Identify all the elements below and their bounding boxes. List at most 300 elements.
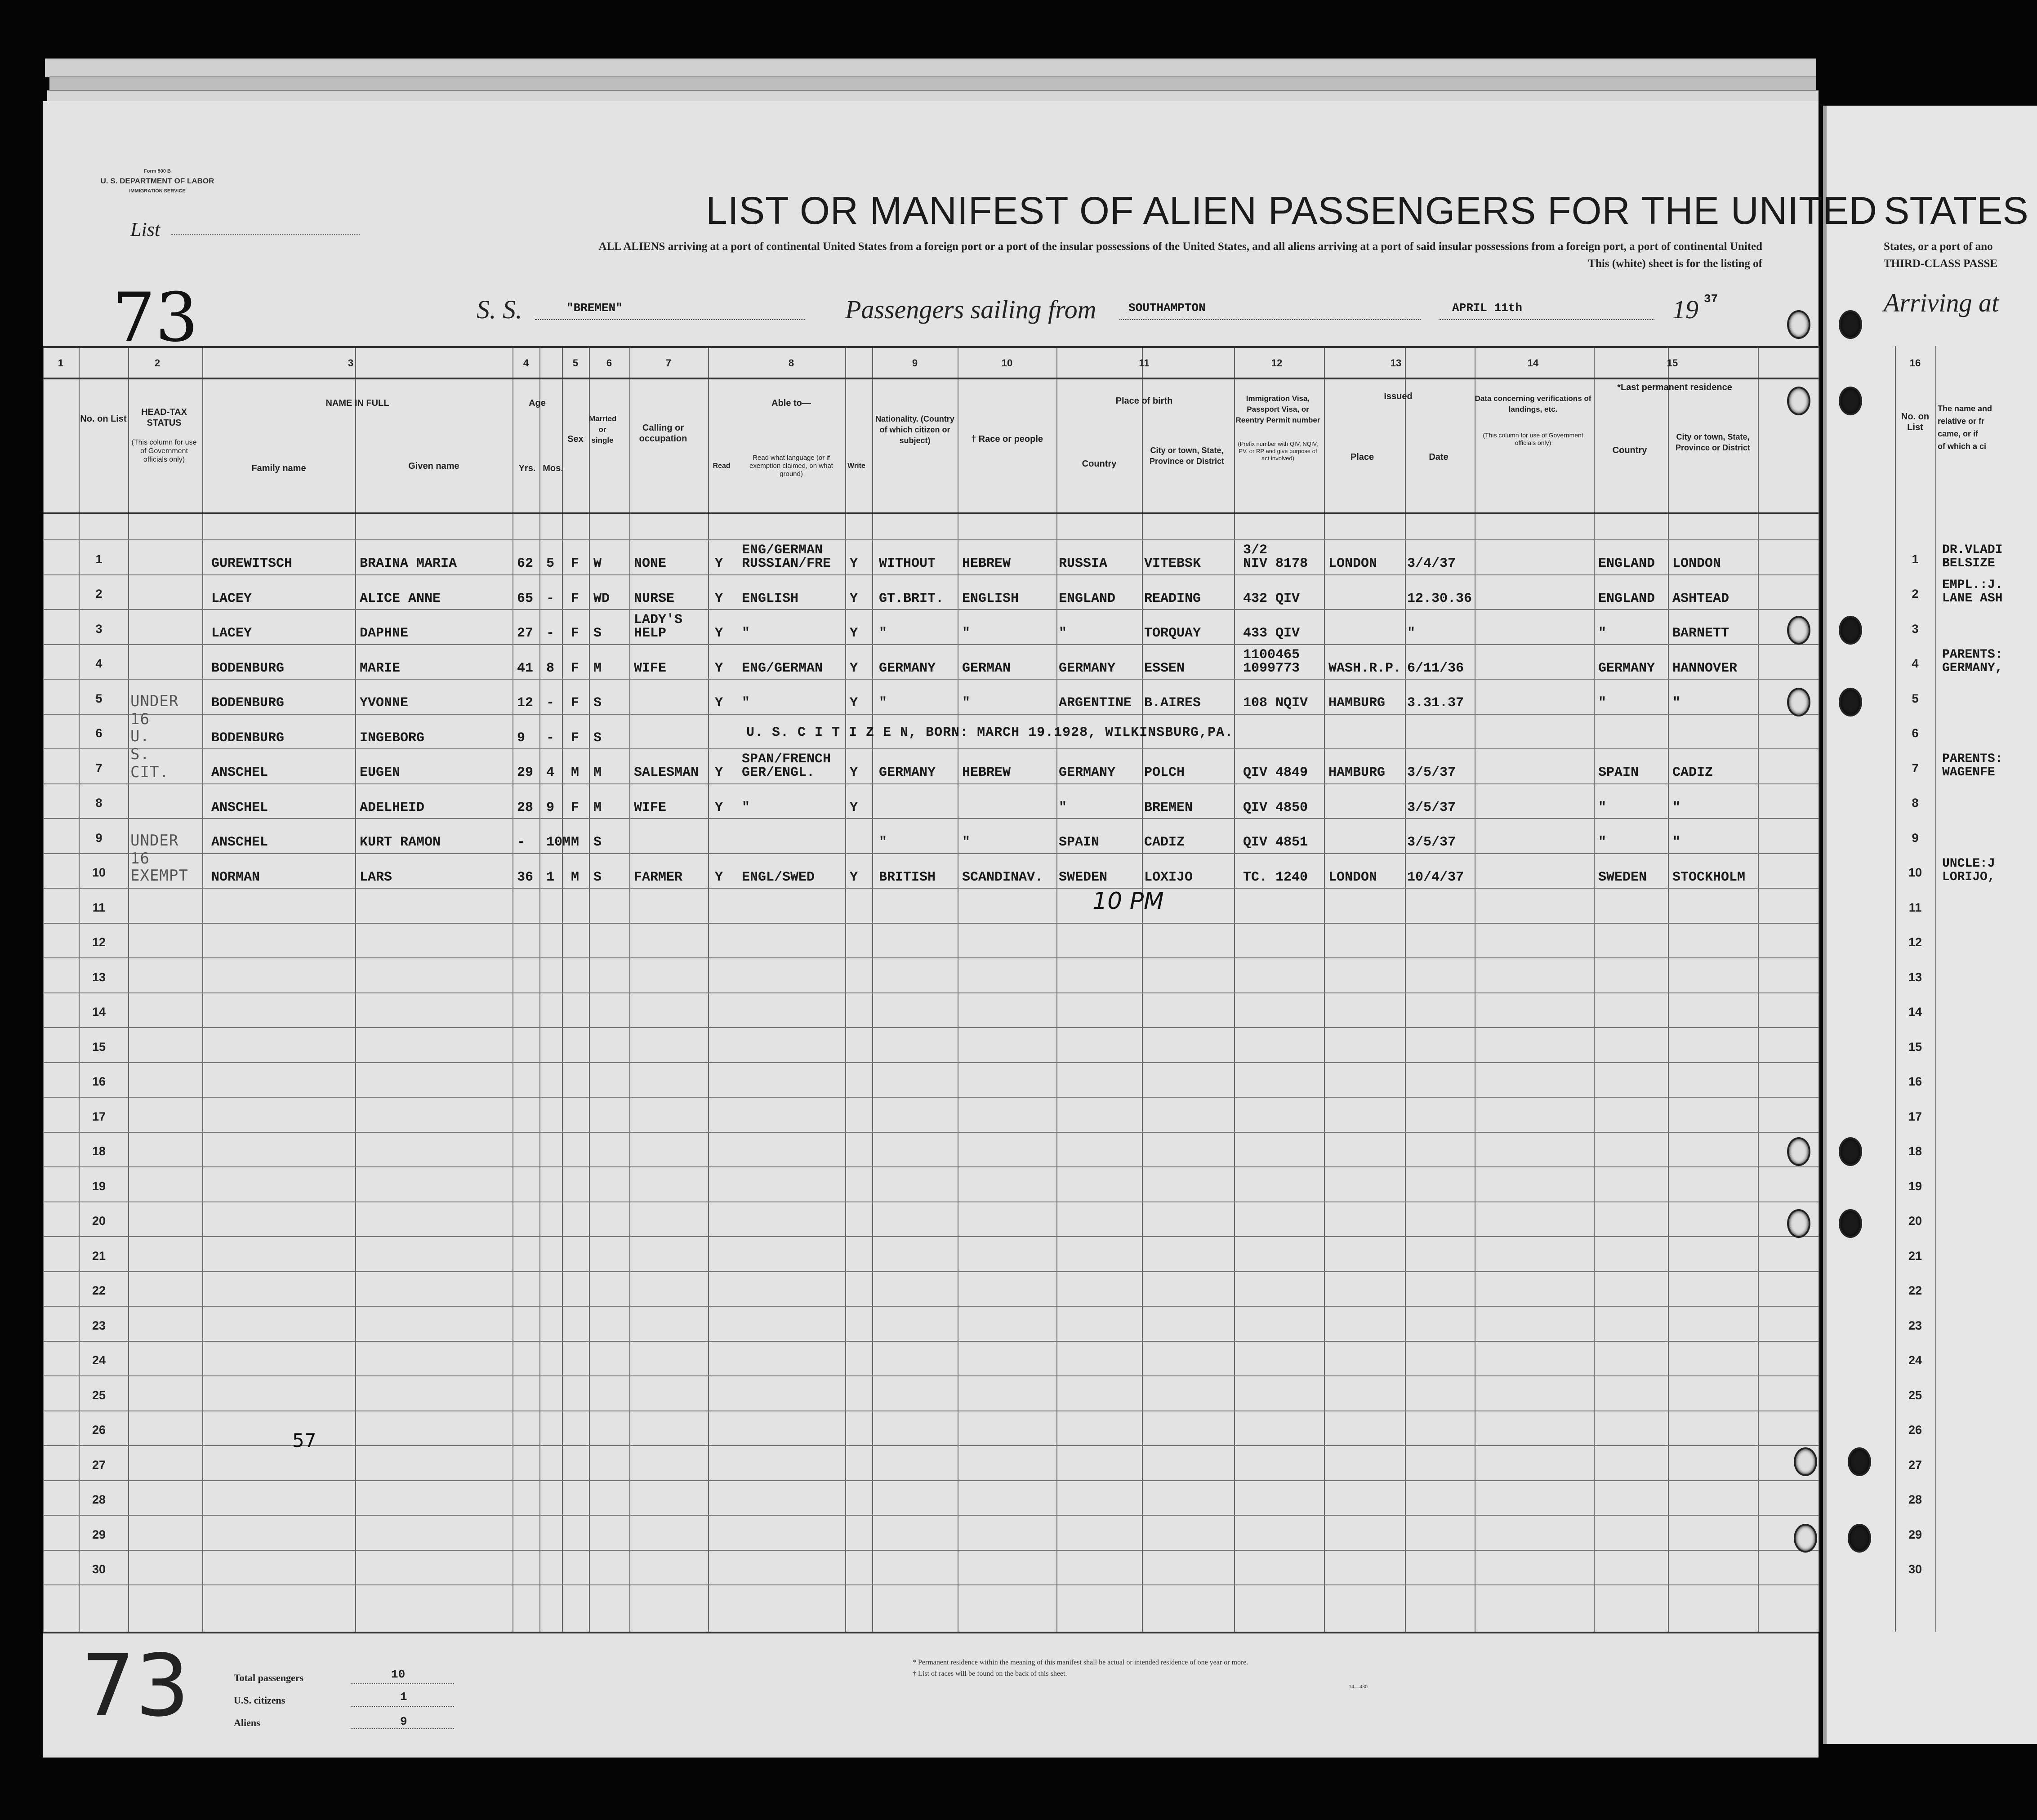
row-number-right: 10 — [1908, 866, 1922, 879]
handwritten-list-number: 73 — [112, 279, 198, 357]
cell-family: LACEY — [211, 591, 252, 606]
handwritten-count: 57 — [292, 1429, 316, 1451]
row-number-right: 25 — [1908, 1388, 1922, 1402]
row-number-right: 19 — [1908, 1179, 1922, 1193]
punch-hole — [1787, 616, 1810, 645]
cell-sex: F — [571, 800, 579, 815]
row-number-right: 27 — [1908, 1458, 1922, 1472]
cell-mos: 9 — [546, 800, 555, 815]
aliens-line — [351, 1728, 454, 1729]
ship-line — [535, 319, 805, 320]
arriving-label: Arriving at — [1884, 288, 1999, 317]
grid-vertical-line — [43, 346, 44, 1632]
column-number: 1 — [58, 357, 64, 369]
grid-header-line — [43, 512, 1819, 514]
citizens-line — [351, 1706, 454, 1707]
cell-race: " — [962, 835, 971, 850]
row-number: 12 — [92, 935, 106, 949]
column-number: 8 — [788, 357, 794, 369]
row-number-right: 16 — [1908, 1075, 1922, 1088]
cell-visa: QIV 4849 — [1243, 765, 1308, 780]
cell-write: Y — [850, 870, 858, 885]
cell-given: ALICE ANNE — [360, 591, 441, 606]
punch-hole — [1839, 1209, 1862, 1238]
cell-yrs: - — [517, 835, 526, 850]
intro-right-2: THIRD-CLASS PASSE — [1884, 258, 1998, 270]
cell-mos: - — [546, 695, 555, 711]
cell-ms: S — [593, 870, 602, 885]
row-number-right: 17 — [1908, 1110, 1922, 1123]
grid-row-line — [43, 1201, 1819, 1202]
grid-row-line — [43, 1166, 1819, 1167]
cell-lang: " — [742, 626, 750, 641]
list-blank-line — [171, 234, 360, 235]
cell-mos: 10M — [546, 835, 571, 850]
cell-bcountry: GERMANY — [1059, 661, 1116, 676]
grid-row-line — [43, 818, 1819, 819]
port-line — [1119, 319, 1421, 320]
grid-vertical-line — [629, 346, 630, 1632]
cell-occ: WIFE — [634, 661, 667, 676]
cell-bcity: TORQUAY — [1144, 626, 1201, 641]
cell-bcity: READING — [1144, 591, 1201, 606]
cell-visa: QIV 4850 — [1243, 800, 1308, 815]
cell-mos: - — [546, 626, 555, 641]
cell-family: BODENBURG — [211, 730, 285, 746]
row-number: 22 — [92, 1284, 106, 1297]
row-number: 25 — [92, 1388, 106, 1402]
column-number: 6 — [606, 357, 612, 369]
cell-ms: S — [593, 626, 602, 641]
cell-date: 6/11/36 — [1407, 661, 1464, 676]
total-passengers-label: Total passengers — [234, 1672, 304, 1683]
aliens-value: 9 — [400, 1715, 407, 1728]
head-tax-stamp: U. S. CIT. — [130, 727, 169, 781]
cell-rcity: " — [1672, 800, 1681, 815]
header-race: † Race or people — [971, 434, 1043, 444]
punch-hole — [1848, 1447, 1871, 1476]
grid-row-line — [43, 644, 1819, 645]
row-number-right: 21 — [1908, 1249, 1922, 1263]
row-number: 29 — [92, 1528, 106, 1541]
row-number: 15 — [92, 1040, 106, 1054]
grid-row-line — [43, 923, 1819, 924]
cell-rcity: " — [1672, 835, 1681, 850]
row-number: 28 — [92, 1493, 106, 1506]
cell-sex: F — [571, 695, 579, 711]
grid-header-line — [43, 346, 1819, 348]
manifest-title: LIST OR MANIFEST OF ALIEN PASSENGERS FOR THE UNITED — [706, 189, 1878, 232]
header-verifications-note: (This column for use of Government officials only) — [1483, 432, 1583, 446]
cell-citizen-note: U. S. C I T I Z E N, BORN: MARCH 19.1928, WILKINSBURG,PA. — [746, 725, 1234, 740]
cell-place: LONDON — [1328, 870, 1377, 885]
cell-given: ADELHEID — [360, 800, 425, 815]
cell-race: HEBREW — [962, 556, 1011, 571]
cell-rcountry: SPAIN — [1598, 765, 1639, 780]
cell-lang2: RUSSIAN/FRE — [742, 556, 831, 571]
grid-row-line — [43, 1132, 1819, 1133]
grid-row-line — [43, 1550, 1819, 1551]
header-mos: Mos. — [543, 463, 563, 473]
cell-rcountry: " — [1598, 800, 1607, 815]
column-number: 4 — [523, 357, 529, 369]
cell-lang: " — [742, 800, 750, 815]
row-number-right: 3 — [1912, 622, 1919, 636]
cell-visa: 433 QIV — [1243, 626, 1300, 641]
row-number-right: 4 — [1912, 657, 1919, 670]
cell-read: Y — [715, 556, 723, 571]
cell-yrs: 36 — [517, 870, 534, 885]
grid-vertical-line — [562, 346, 563, 1632]
row-number-right: 24 — [1908, 1353, 1922, 1367]
cell-ms: S — [593, 835, 602, 850]
column-number: 13 — [1390, 357, 1402, 369]
aliens-label: Aliens — [234, 1717, 260, 1728]
cell-visa: QIV 4851 — [1243, 835, 1308, 850]
sailing-label: Passengers sailing from — [845, 295, 1097, 324]
cell-race: " — [962, 695, 971, 711]
punch-hole — [1839, 310, 1862, 339]
header-relative-3: came, or if — [1938, 429, 1979, 438]
cell-date: 3/5/37 — [1407, 765, 1456, 780]
cell-place: WASH.R.P. — [1328, 661, 1402, 676]
cell-given: INGEBORG — [360, 730, 425, 746]
grid-vertical-line — [355, 346, 356, 1632]
cell-sex: F — [571, 591, 579, 606]
cell-rcountry: " — [1598, 626, 1607, 641]
cell-place: LONDON — [1328, 556, 1377, 571]
header-able-to: Able to— — [771, 398, 811, 408]
cell-given: KURT RAMON — [360, 835, 441, 850]
cell-ms: M — [593, 800, 602, 815]
grid-vertical-line — [589, 346, 590, 1632]
cell-sex: F — [571, 626, 579, 641]
ship-name: "BREMEN" — [566, 301, 623, 315]
row-number: 3 — [95, 622, 103, 636]
head-tax-stamp: UNDER 16 — [130, 692, 179, 728]
cell-bcity: CADIZ — [1144, 835, 1185, 850]
date-line — [1439, 319, 1654, 320]
cell-lang: " — [742, 695, 750, 711]
cell-visa2: NIV 8178 — [1243, 556, 1308, 571]
grid-row-line — [43, 853, 1819, 854]
handwritten-time-note: 10 PM — [1092, 888, 1164, 915]
cell-ms: M — [593, 765, 602, 780]
header-res-city: City or town, State, Province or District — [1675, 432, 1751, 452]
row-number-right: 30 — [1908, 1562, 1922, 1576]
row-number-right: 12 — [1908, 935, 1922, 949]
cell-nat: " — [879, 835, 887, 850]
cell-date: 3/4/37 — [1407, 556, 1456, 571]
head-tax-stamp: UNDER 16 — [130, 832, 179, 868]
row-number: 6 — [95, 726, 103, 740]
cell-rcity: ASHTEAD — [1672, 591, 1729, 606]
grid-header-line — [43, 378, 1819, 379]
cell-bcountry: SPAIN — [1059, 835, 1100, 850]
cell-visa: 3/2 — [1243, 543, 1268, 558]
grid-footer-line — [43, 1632, 1819, 1633]
cell-read: Y — [715, 800, 723, 815]
manifest-title-continued: STATES — [1884, 189, 2028, 232]
cell-bcity: LOXIJO — [1144, 870, 1193, 885]
cell-date: 12.30.36 — [1407, 591, 1472, 606]
row-number-right: 7 — [1912, 761, 1919, 775]
grid-row-line — [43, 1271, 1819, 1272]
row-number: 19 — [92, 1179, 106, 1193]
grid-vertical-line — [708, 346, 709, 1632]
row-number-right: 23 — [1908, 1319, 1922, 1332]
service-name: IMMIGRATION SERVICE — [129, 188, 186, 194]
cell-write: Y — [850, 695, 858, 711]
intro-text-right — [1884, 238, 2028, 272]
cell-read: Y — [715, 661, 723, 676]
cell-ms: WD — [593, 591, 610, 606]
header-last-residence: *Last permanent residence — [1617, 383, 1732, 392]
column-number: 2 — [154, 357, 160, 369]
cell-mos: 1 — [546, 870, 555, 885]
cell-bcountry: RUSSIA — [1059, 556, 1108, 571]
grid-row-line — [43, 1027, 1819, 1028]
punch-hole — [1787, 1137, 1810, 1166]
row-number: 27 — [92, 1458, 106, 1472]
row-number: 11 — [92, 901, 106, 914]
grid-vertical-line — [1056, 346, 1057, 1632]
cell-relative2: WAGENFE — [1942, 765, 1995, 779]
cell-visa: 108 NQIV — [1243, 695, 1308, 711]
header-issued-date: Date — [1429, 452, 1449, 462]
cell-mos: - — [546, 591, 555, 606]
row-number-right: 9 — [1912, 831, 1919, 845]
row-number: 14 — [92, 1005, 106, 1019]
header-read-language: Read what language (or if exemption claimed, on what ground) — [749, 454, 833, 478]
grid-row-line — [43, 1236, 1819, 1237]
us-citizens-value: 1 — [400, 1690, 407, 1704]
cell-rcity: STOCKHOLM — [1672, 870, 1746, 885]
cell-bcity: BREMEN — [1144, 800, 1193, 815]
cell-place: HAMBURG — [1328, 695, 1386, 711]
row-number: 13 — [92, 970, 106, 984]
row-number: 2 — [95, 587, 103, 601]
grid-row-line — [43, 1062, 1819, 1063]
cell-given: BRAINA MARIA — [360, 556, 457, 571]
cell-date: 3/5/37 — [1407, 835, 1456, 850]
ss-label: S. S. — [477, 295, 522, 324]
us-citizens-label: U.S. citizens — [234, 1695, 285, 1706]
cell-relative2: LORIJO, — [1942, 870, 1995, 884]
cell-family: NORMAN — [211, 870, 260, 885]
grid-vertical-line — [539, 346, 540, 1632]
cell-read: Y — [715, 626, 723, 641]
header-nationality: Nationality. (Country of which citizen or subject) — [875, 414, 954, 445]
cell-sex: F — [571, 556, 579, 571]
cell-race: GERMAN — [962, 661, 1011, 676]
grid-vertical-line — [1405, 346, 1406, 1632]
grid-row-line — [43, 1341, 1819, 1342]
cell-lang: ENGLISH — [742, 591, 799, 606]
cell-mos: - — [546, 730, 555, 746]
row-number: 10 — [92, 866, 106, 879]
grid-row-line — [43, 1097, 1819, 1098]
cell-occ: WIFE — [634, 800, 667, 815]
cell-bcity: B.AIRES — [1144, 695, 1201, 711]
column-number: 9 — [912, 357, 918, 369]
cell-relative: PARENTS: — [1942, 752, 2003, 766]
sailing-date: APRIL 11th — [1452, 301, 1523, 315]
total-passengers-value: 10 — [391, 1668, 406, 1681]
cell-write: Y — [850, 765, 858, 780]
print-code: 14—430 — [1349, 1683, 1368, 1690]
header-visa-note: (Prefix number with QIV, NQIV, PV, or RP and give purpose of act involved) — [1238, 441, 1318, 462]
grid-vertical-line — [1142, 346, 1143, 1632]
grid-row-line — [43, 714, 1819, 715]
punch-hole — [1787, 688, 1810, 716]
cell-mos: 5 — [546, 556, 555, 571]
grid-vertical-line — [1668, 346, 1669, 1632]
cell-race: ENGLISH — [962, 591, 1019, 606]
cell-ms: M — [593, 661, 602, 676]
cell-read: Y — [715, 765, 723, 780]
header-head-tax: HEAD-TAX STATUS — [141, 407, 187, 428]
cell-bcountry: SWEDEN — [1059, 870, 1108, 885]
cell-family: BODENBURG — [211, 695, 285, 711]
cell-nat: GT.BRIT. — [879, 591, 944, 606]
cell-rcountry: " — [1598, 695, 1607, 711]
grid-row-line — [43, 1584, 1819, 1585]
cell-nat: GERMANY — [879, 661, 936, 676]
cell-visa: 432 QIV — [1243, 591, 1300, 606]
cell-sex: M — [571, 835, 579, 850]
header-head-tax-note: (This column for use of Government officials only) — [131, 439, 197, 463]
cell-ms: W — [593, 556, 602, 571]
header-visa: Immigration Visa, Passport Visa, or Reentry Permit number — [1235, 394, 1320, 424]
row-number: 4 — [95, 657, 103, 670]
cell-nat: " — [879, 626, 887, 641]
cell-bcity: VITEBSK — [1144, 556, 1201, 571]
header-yrs: Yrs. — [518, 463, 536, 473]
grid-vertical-line — [845, 346, 846, 1632]
grid-vertical-line — [79, 346, 80, 1632]
row-number: 26 — [92, 1423, 106, 1437]
header-family-name: Family name — [251, 463, 306, 473]
grid-row-line — [43, 1375, 1819, 1376]
column-number: 7 — [665, 357, 672, 369]
header-calling: Calling or occupation — [639, 423, 687, 444]
header-birth-country: Country — [1082, 459, 1117, 469]
punch-hole — [1787, 1209, 1810, 1238]
cell-lang: SPAN/FRENCH — [742, 752, 831, 767]
header-read: Read — [713, 462, 731, 470]
punch-hole — [1839, 1137, 1862, 1166]
grid-row-line — [43, 539, 1819, 540]
grid-vertical-line — [872, 346, 873, 1632]
cell-race: HEBREW — [962, 765, 1011, 780]
cell-given: EUGEN — [360, 765, 401, 780]
cell-lang: ENG/GERMAN — [742, 543, 823, 558]
cell-given: YVONNE — [360, 695, 409, 711]
row-number: 24 — [92, 1353, 106, 1367]
cell-write: Y — [850, 661, 858, 676]
cell-date: 3/5/37 — [1407, 800, 1456, 815]
row-number: 17 — [92, 1110, 106, 1123]
grid-row-line — [43, 783, 1819, 784]
row-number-right: 20 — [1908, 1214, 1922, 1228]
intro-line-1: ALL ALIENS arriving at a port of continental United States from a foreign port or a port of the insular possessions of the United States, and all aliens arriving at a port of said insular possessions from a foreign port, a port of continental United — [598, 240, 1762, 253]
row-number: 1 — [95, 552, 103, 566]
column-number: 11 — [1139, 357, 1150, 369]
header-sex: Sex — [567, 434, 584, 444]
row-number-right: 15 — [1908, 1040, 1922, 1054]
column-number: 14 — [1527, 357, 1539, 369]
cell-rcountry: SWEDEN — [1598, 870, 1647, 885]
header-issued: Issued — [1384, 392, 1413, 401]
cell-write: Y — [850, 556, 858, 571]
cell-mos: 8 — [546, 661, 555, 676]
row-number: 21 — [92, 1249, 106, 1263]
year-suffix: 37 — [1704, 292, 1718, 306]
footnote-residence: * Permanent residence within the meaning of this manifest shall be actual or intended residence of one year or more. — [913, 1659, 1248, 1666]
cell-lang2: GER/ENGL. — [742, 765, 815, 780]
header-relative-1: The name and — [1938, 404, 1992, 413]
row-number-right: 11 — [1908, 901, 1922, 914]
grid-row-line — [43, 1480, 1819, 1481]
cell-relative2: GERMANY, — [1942, 661, 2003, 675]
cell-visa: TC. 1240 — [1243, 870, 1308, 885]
grid-row-line — [43, 992, 1819, 993]
paper-edge — [49, 76, 1816, 91]
handwritten-list-number-footer: 73 — [81, 1636, 190, 1735]
cell-given: DAPHNE — [360, 626, 409, 641]
row-number-right: 29 — [1908, 1528, 1922, 1541]
cell-rcity: LONDON — [1672, 556, 1721, 571]
cell-rcity: " — [1672, 695, 1681, 711]
cell-family: ANSCHEL — [211, 835, 268, 850]
cell-rcountry: ENGLAND — [1598, 591, 1655, 606]
row-number-right: 2 — [1912, 587, 1919, 601]
row-number: 7 — [95, 761, 103, 775]
cell-yrs: 62 — [517, 556, 534, 571]
cell-bcountry: " — [1059, 800, 1067, 815]
punch-hole — [1839, 688, 1862, 716]
row-number: 8 — [95, 796, 103, 810]
cell-yrs: 41 — [517, 661, 534, 676]
row-number-right: 13 — [1908, 970, 1922, 984]
cell-relative: PARENTS: — [1942, 648, 2003, 662]
cell-relative2: BELSIZE — [1942, 556, 1995, 570]
header-relative — [1938, 402, 2037, 453]
cell-mos: 4 — [546, 765, 555, 780]
head-tax-stamp: EXEMPT — [130, 867, 188, 885]
cell-bcountry: GERMANY — [1059, 765, 1116, 780]
cell-race: SCANDINAV. — [962, 870, 1043, 885]
grid-vertical-line — [1895, 346, 1896, 1632]
column-number: 3 — [348, 357, 354, 369]
cell-occ2: HELP — [634, 626, 667, 641]
cell-rcountry: GERMANY — [1598, 661, 1655, 676]
grid-row-line — [43, 609, 1819, 610]
cell-rcountry: " — [1598, 835, 1607, 850]
grid-row-line — [43, 957, 1819, 958]
header-relative-2: relative or fr — [1938, 417, 1985, 426]
row-number-right: 8 — [1912, 796, 1919, 810]
header-age: Age — [529, 398, 546, 408]
cell-family: GUREWITSCH — [211, 556, 293, 571]
cell-occ: FARMER — [634, 870, 683, 885]
cell-rcountry: ENGLAND — [1598, 556, 1655, 571]
row-number-right: 28 — [1908, 1493, 1922, 1506]
cell-sex: M — [571, 870, 579, 885]
grid-vertical-line — [128, 346, 129, 1632]
row-number-right: 26 — [1908, 1423, 1922, 1437]
